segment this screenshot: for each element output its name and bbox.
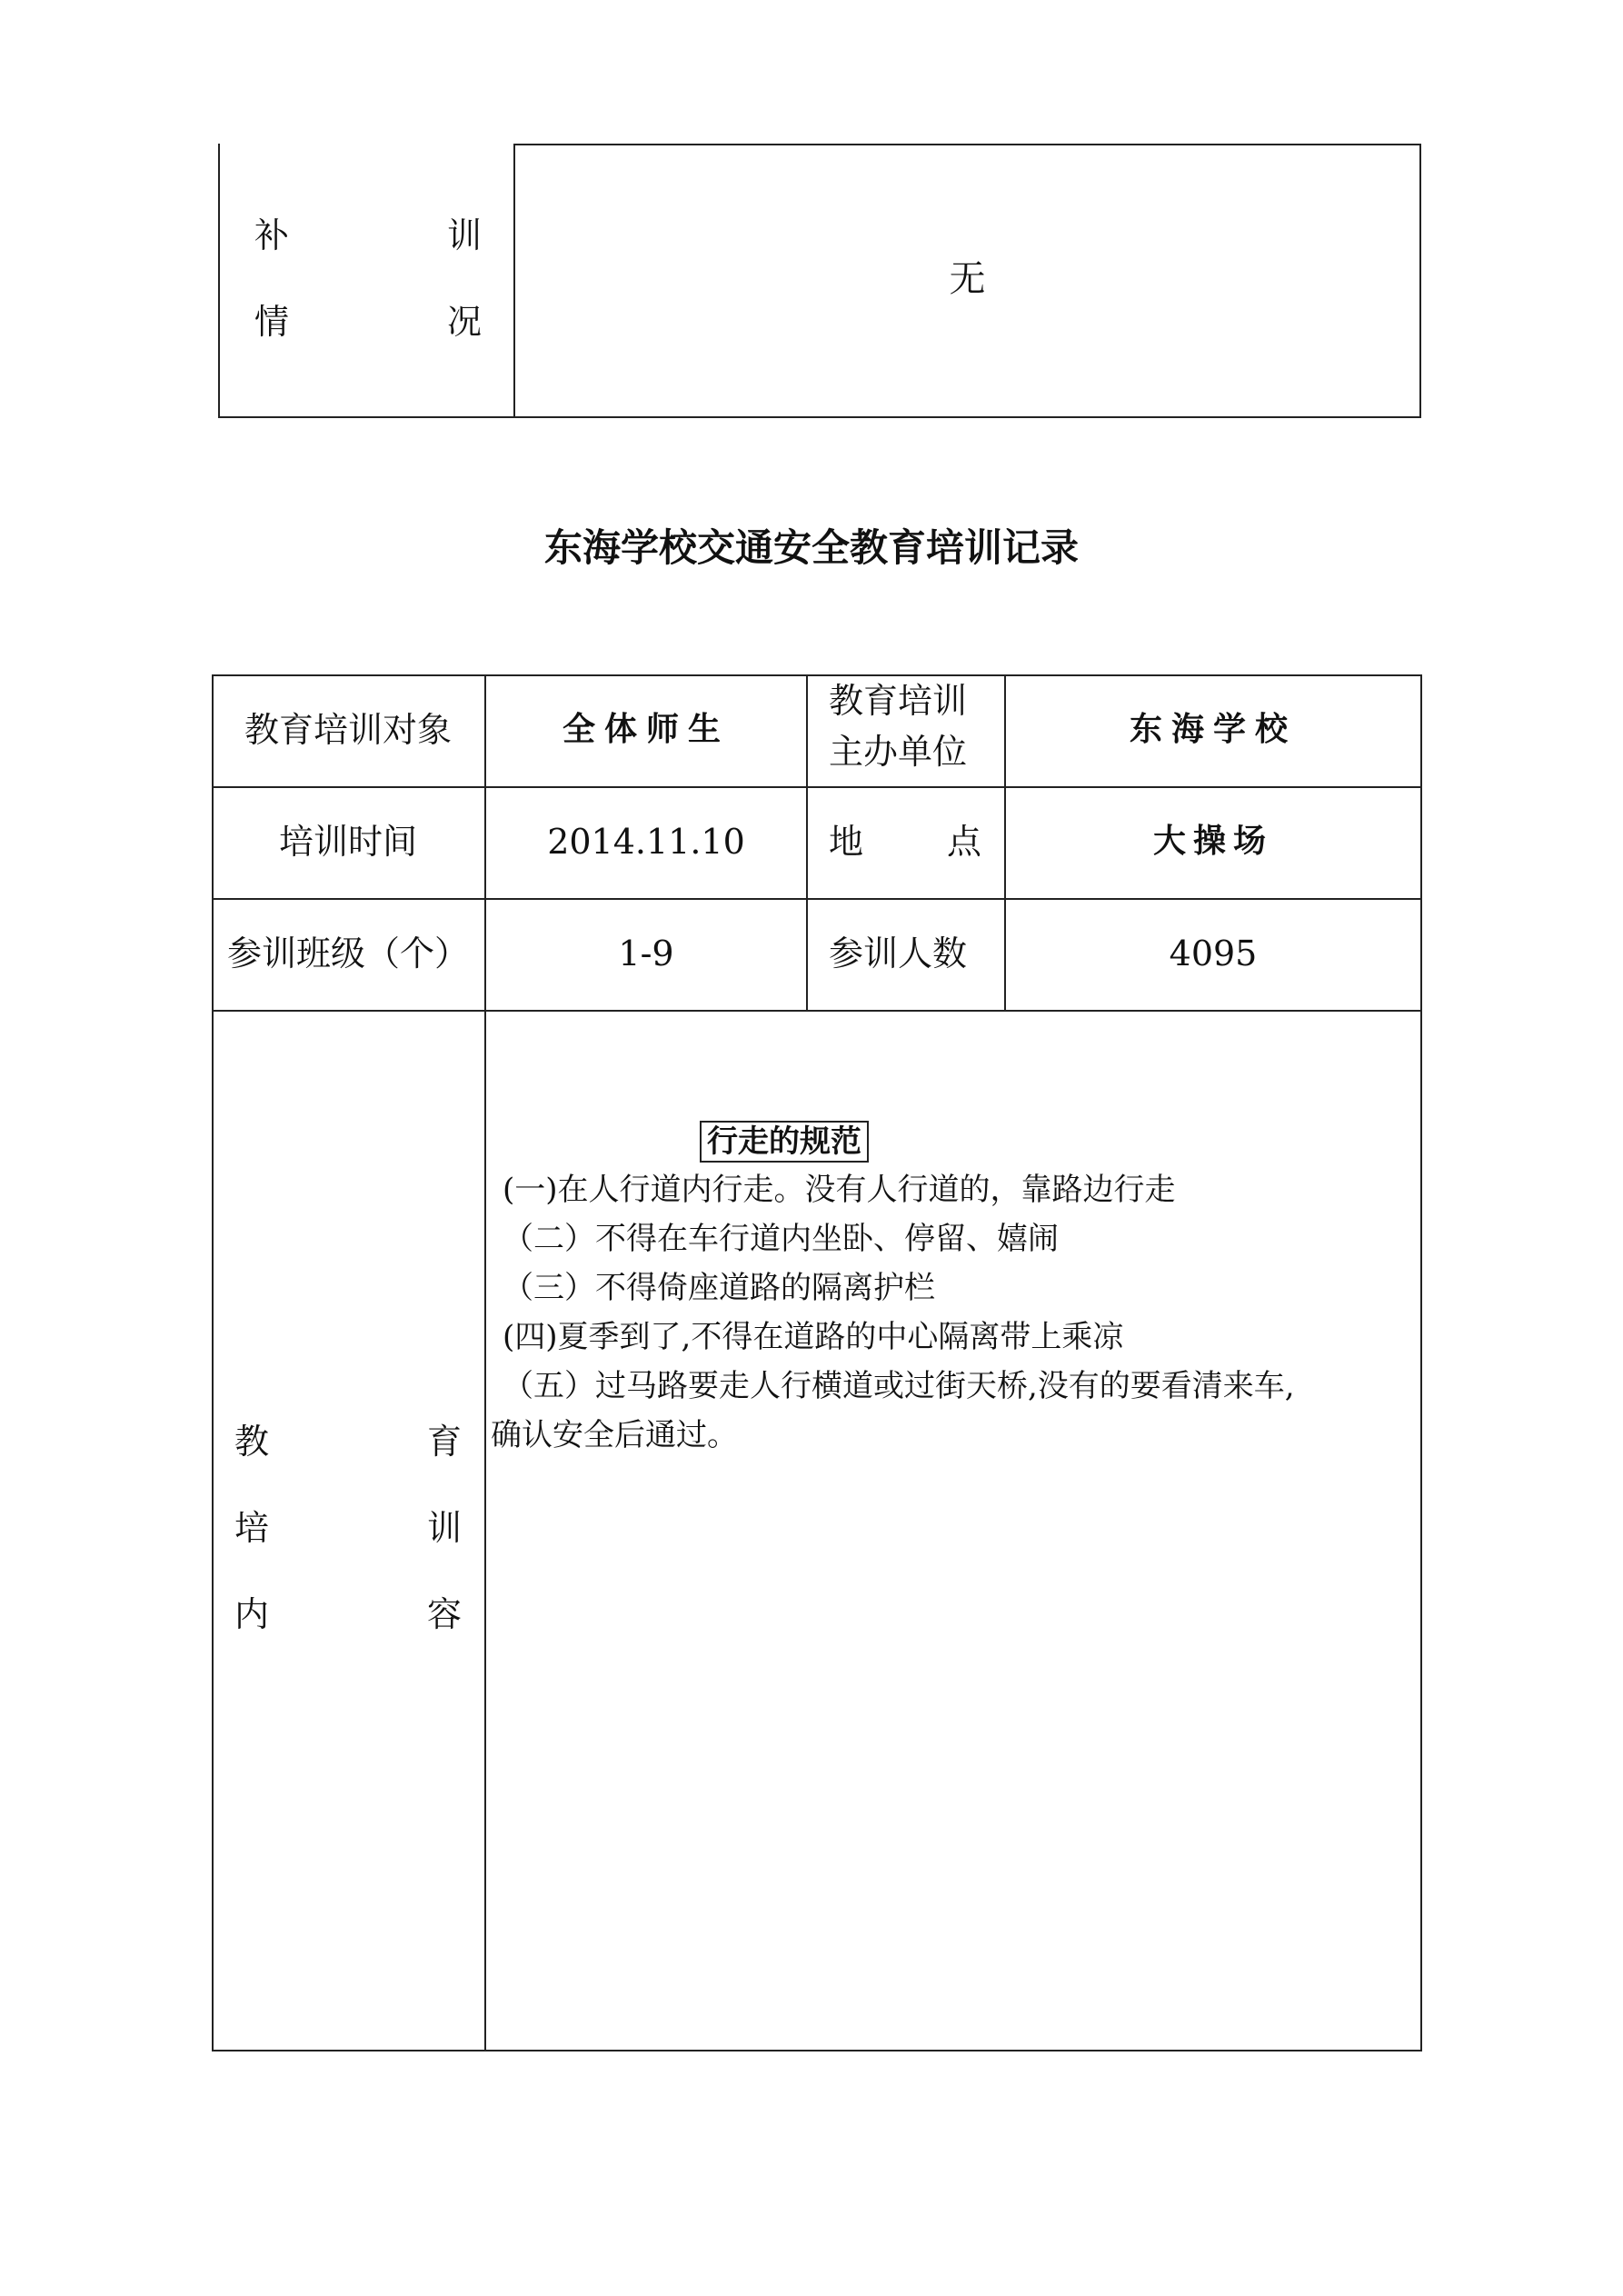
organizer-label-line-1: 教育培训 — [829, 681, 968, 721]
people-label: 参训人数 — [829, 933, 968, 973]
page-title: 东海学校交通安全教育培训记录 — [543, 525, 1079, 570]
time-value: 2014.11.10 — [547, 822, 745, 862]
content-label-row-2: 培 训 — [234, 1508, 462, 1548]
content-line-1: (一)在人行道内行走。没有人行道的，靠路边行走 — [503, 1172, 1176, 1208]
classes-label: 参训班级（个） — [226, 933, 469, 973]
prev-label-row-2: 情 况 — [254, 302, 482, 342]
time-label: 培训时间 — [278, 822, 417, 862]
target-value: 全体师生 — [562, 710, 730, 748]
content-line-4: (四)夏季到了,不得在道路的中心隔离带上乘凉 — [503, 1319, 1124, 1355]
place-value: 大操场 — [1152, 822, 1273, 860]
content-line-2: （二）不得在车行道内坐卧、停留、嬉闹 — [503, 1221, 1059, 1257]
content-heading: 行走的规范 — [700, 1121, 869, 1163]
prev-label-row-1: 补 训 — [254, 215, 482, 255]
organizer-value: 东海学校 — [1129, 710, 1297, 748]
content-label-row-1: 教 育 — [234, 1422, 462, 1462]
content-line-6: 确认安全后通过。 — [491, 1417, 738, 1453]
content-label-row-3: 内 容 — [234, 1594, 462, 1634]
organizer-label-line-2: 主办单位 — [829, 732, 968, 772]
target-label: 教育培训对象 — [244, 710, 452, 750]
content-line-5: （五）过马路要走人行横道或过街天桥,没有的要看清来车, — [503, 1368, 1295, 1404]
classes-value: 1-9 — [618, 933, 674, 973]
place-label: 地 点 — [829, 822, 981, 862]
people-value: 4095 — [1169, 933, 1258, 973]
content-line-3: （三）不得倚座道路的隔离护栏 — [503, 1270, 935, 1306]
prev-value: 无 — [949, 258, 986, 300]
